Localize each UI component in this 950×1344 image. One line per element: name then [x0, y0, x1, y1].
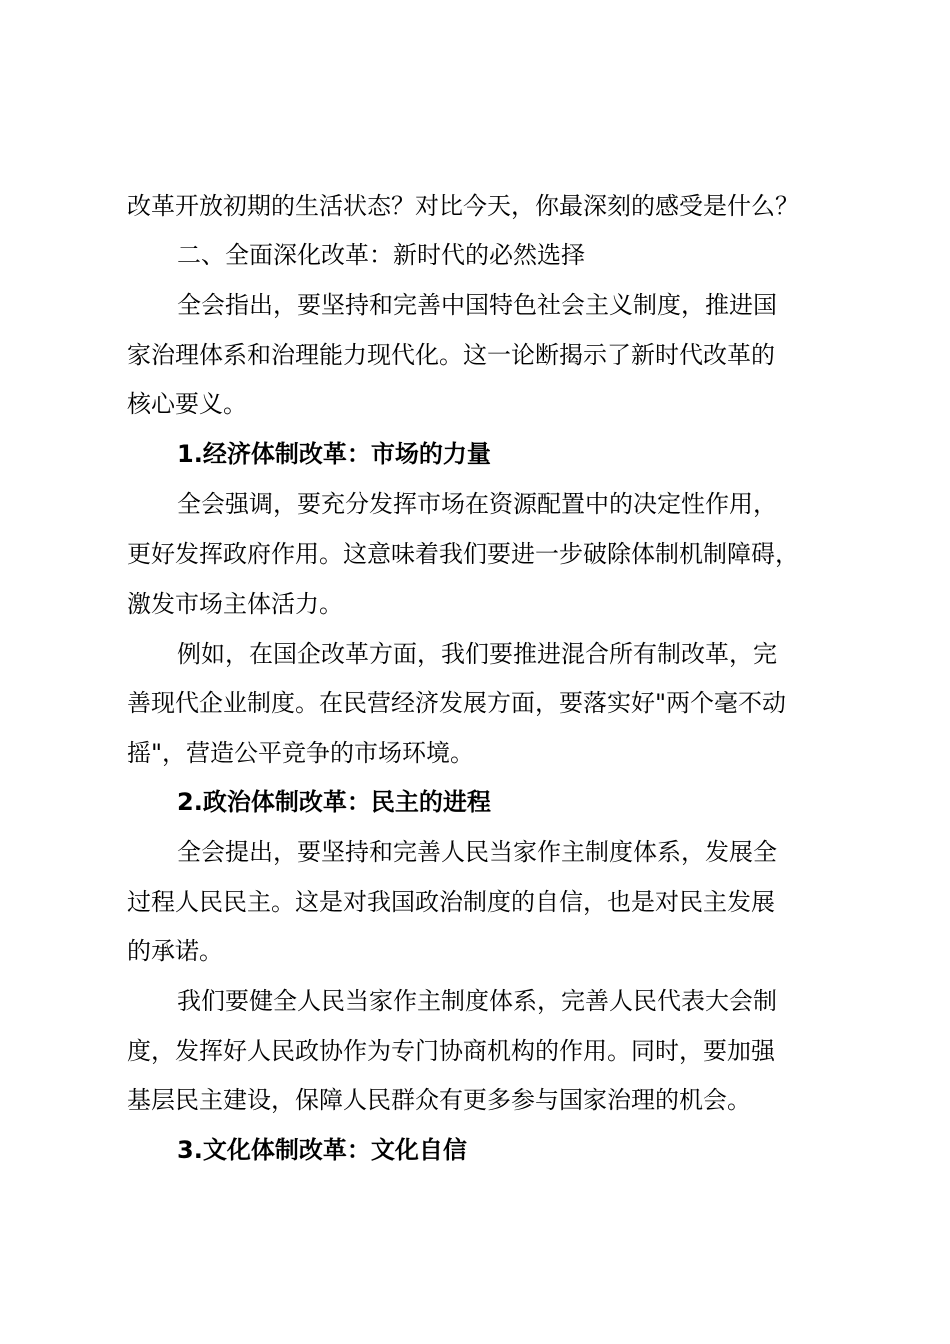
- subsection-heading: 3.文化体制改革：文化自信: [177, 1136, 467, 1164]
- subsection-heading: 2.政治体制改革：民主的进程: [177, 788, 491, 816]
- paragraph-line: 全会指出，要坚持和完善中国特色社会主义制度，推进国: [177, 291, 777, 319]
- paragraph-line: 基层民主建设，保障人民群众有更多参与国家治理的机会。: [127, 1086, 751, 1114]
- paragraph-line: 过程人民民主。这是对我国政治制度的自信，也是对民主发展: [127, 888, 775, 916]
- paragraph-line: 度，发挥好人民政协作为专门协商机构的作用。同时，要加强: [127, 1037, 775, 1065]
- paragraph-line: 改革开放初期的生活状态？对比今天，你最深刻的感受是什么？: [127, 192, 799, 220]
- paragraph-line: 摇"，营造公平竞争的市场环境。: [127, 739, 475, 767]
- paragraph-line: 激发市场主体活力。: [127, 590, 343, 618]
- paragraph-line: 核心要义。: [127, 390, 247, 418]
- subsection-heading: 1.经济体制改革：市场的力量: [177, 440, 491, 468]
- section-heading: 二、全面深化改革：新时代的必然选择: [177, 241, 585, 269]
- paragraph-line: 全会强调，要充分发挥市场在资源配置中的决定性作用，: [177, 490, 777, 518]
- paragraph-line: 我们要健全人民当家作主制度体系，完善人民代表大会制: [177, 987, 777, 1015]
- paragraph-line: 更好发挥政府作用。这意味着我们要进一步破除体制机制障碍，: [127, 540, 799, 568]
- paragraph-line: 全会提出，要坚持和完善人民当家作主制度体系，发展全: [177, 838, 777, 866]
- paragraph-line: 家治理体系和治理能力现代化。这一论断揭示了新时代改革的: [127, 341, 775, 369]
- paragraph-line: 的承诺。: [127, 937, 223, 965]
- paragraph-line: 善现代企业制度。在民营经济发展方面，要落实好"两个毫不动: [127, 689, 787, 717]
- paragraph-line: 例如，在国企改革方面，我们要推进混合所有制改革，完: [177, 640, 777, 668]
